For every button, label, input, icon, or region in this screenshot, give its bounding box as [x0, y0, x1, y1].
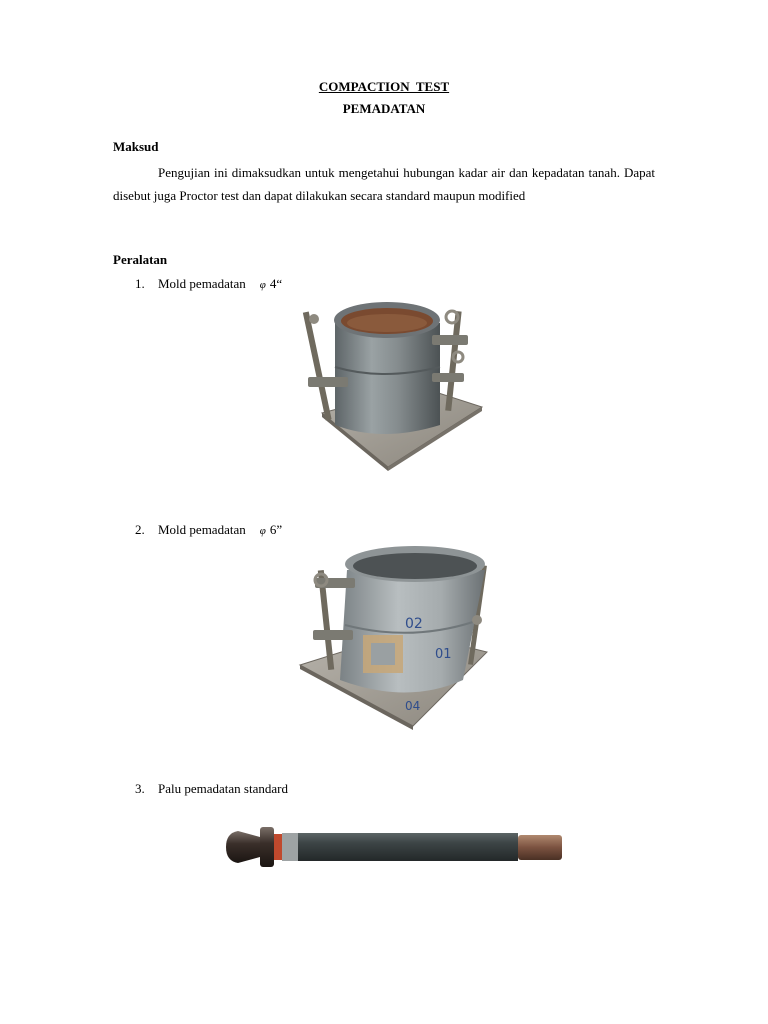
- page-subtitle: PEMADATAN: [342, 101, 426, 116]
- mold-marking-top: 02: [405, 616, 423, 632]
- diameter-symbol: φ: [259, 279, 266, 291]
- page-title: COMPACTION TEST: [318, 79, 450, 94]
- section-heading-peralatan: Peralatan: [113, 252, 168, 267]
- list-item-size: 6”: [269, 522, 283, 537]
- list-item-number: 2.: [135, 522, 145, 537]
- diameter-symbol: φ: [259, 525, 266, 537]
- list-item-number: 1.: [135, 276, 145, 291]
- list-item-number: 3.: [135, 781, 145, 796]
- section-paragraph-maksud: Pengujian ini dimaksudkan untuk mengetahui hubungan kadar air dan kepadatan tanah. Dapat disebut juga Proctor test dan dapat dilakukan secara standard maupun modified: [113, 165, 655, 203]
- compaction-hammer-photo: [224, 823, 566, 871]
- list-item-hammer: [135, 781, 288, 797]
- list-item-label: Palu pemadatan standard: [158, 781, 288, 796]
- list-item-mold-6: [135, 522, 282, 538]
- mold-6-inch-photo: [295, 540, 495, 730]
- mold-marking-base: 04: [405, 699, 421, 713]
- list-item-size: 4“: [269, 276, 283, 291]
- mold-marking-middle: 01: [435, 647, 452, 662]
- section-heading-maksud: Maksud: [113, 139, 159, 154]
- list-item-label: Mold pemadatan: [158, 276, 246, 291]
- list-item-mold-4: [135, 276, 282, 292]
- mold-4-inch-photo: [300, 295, 485, 475]
- list-item-label: Mold pemadatan: [158, 522, 246, 537]
